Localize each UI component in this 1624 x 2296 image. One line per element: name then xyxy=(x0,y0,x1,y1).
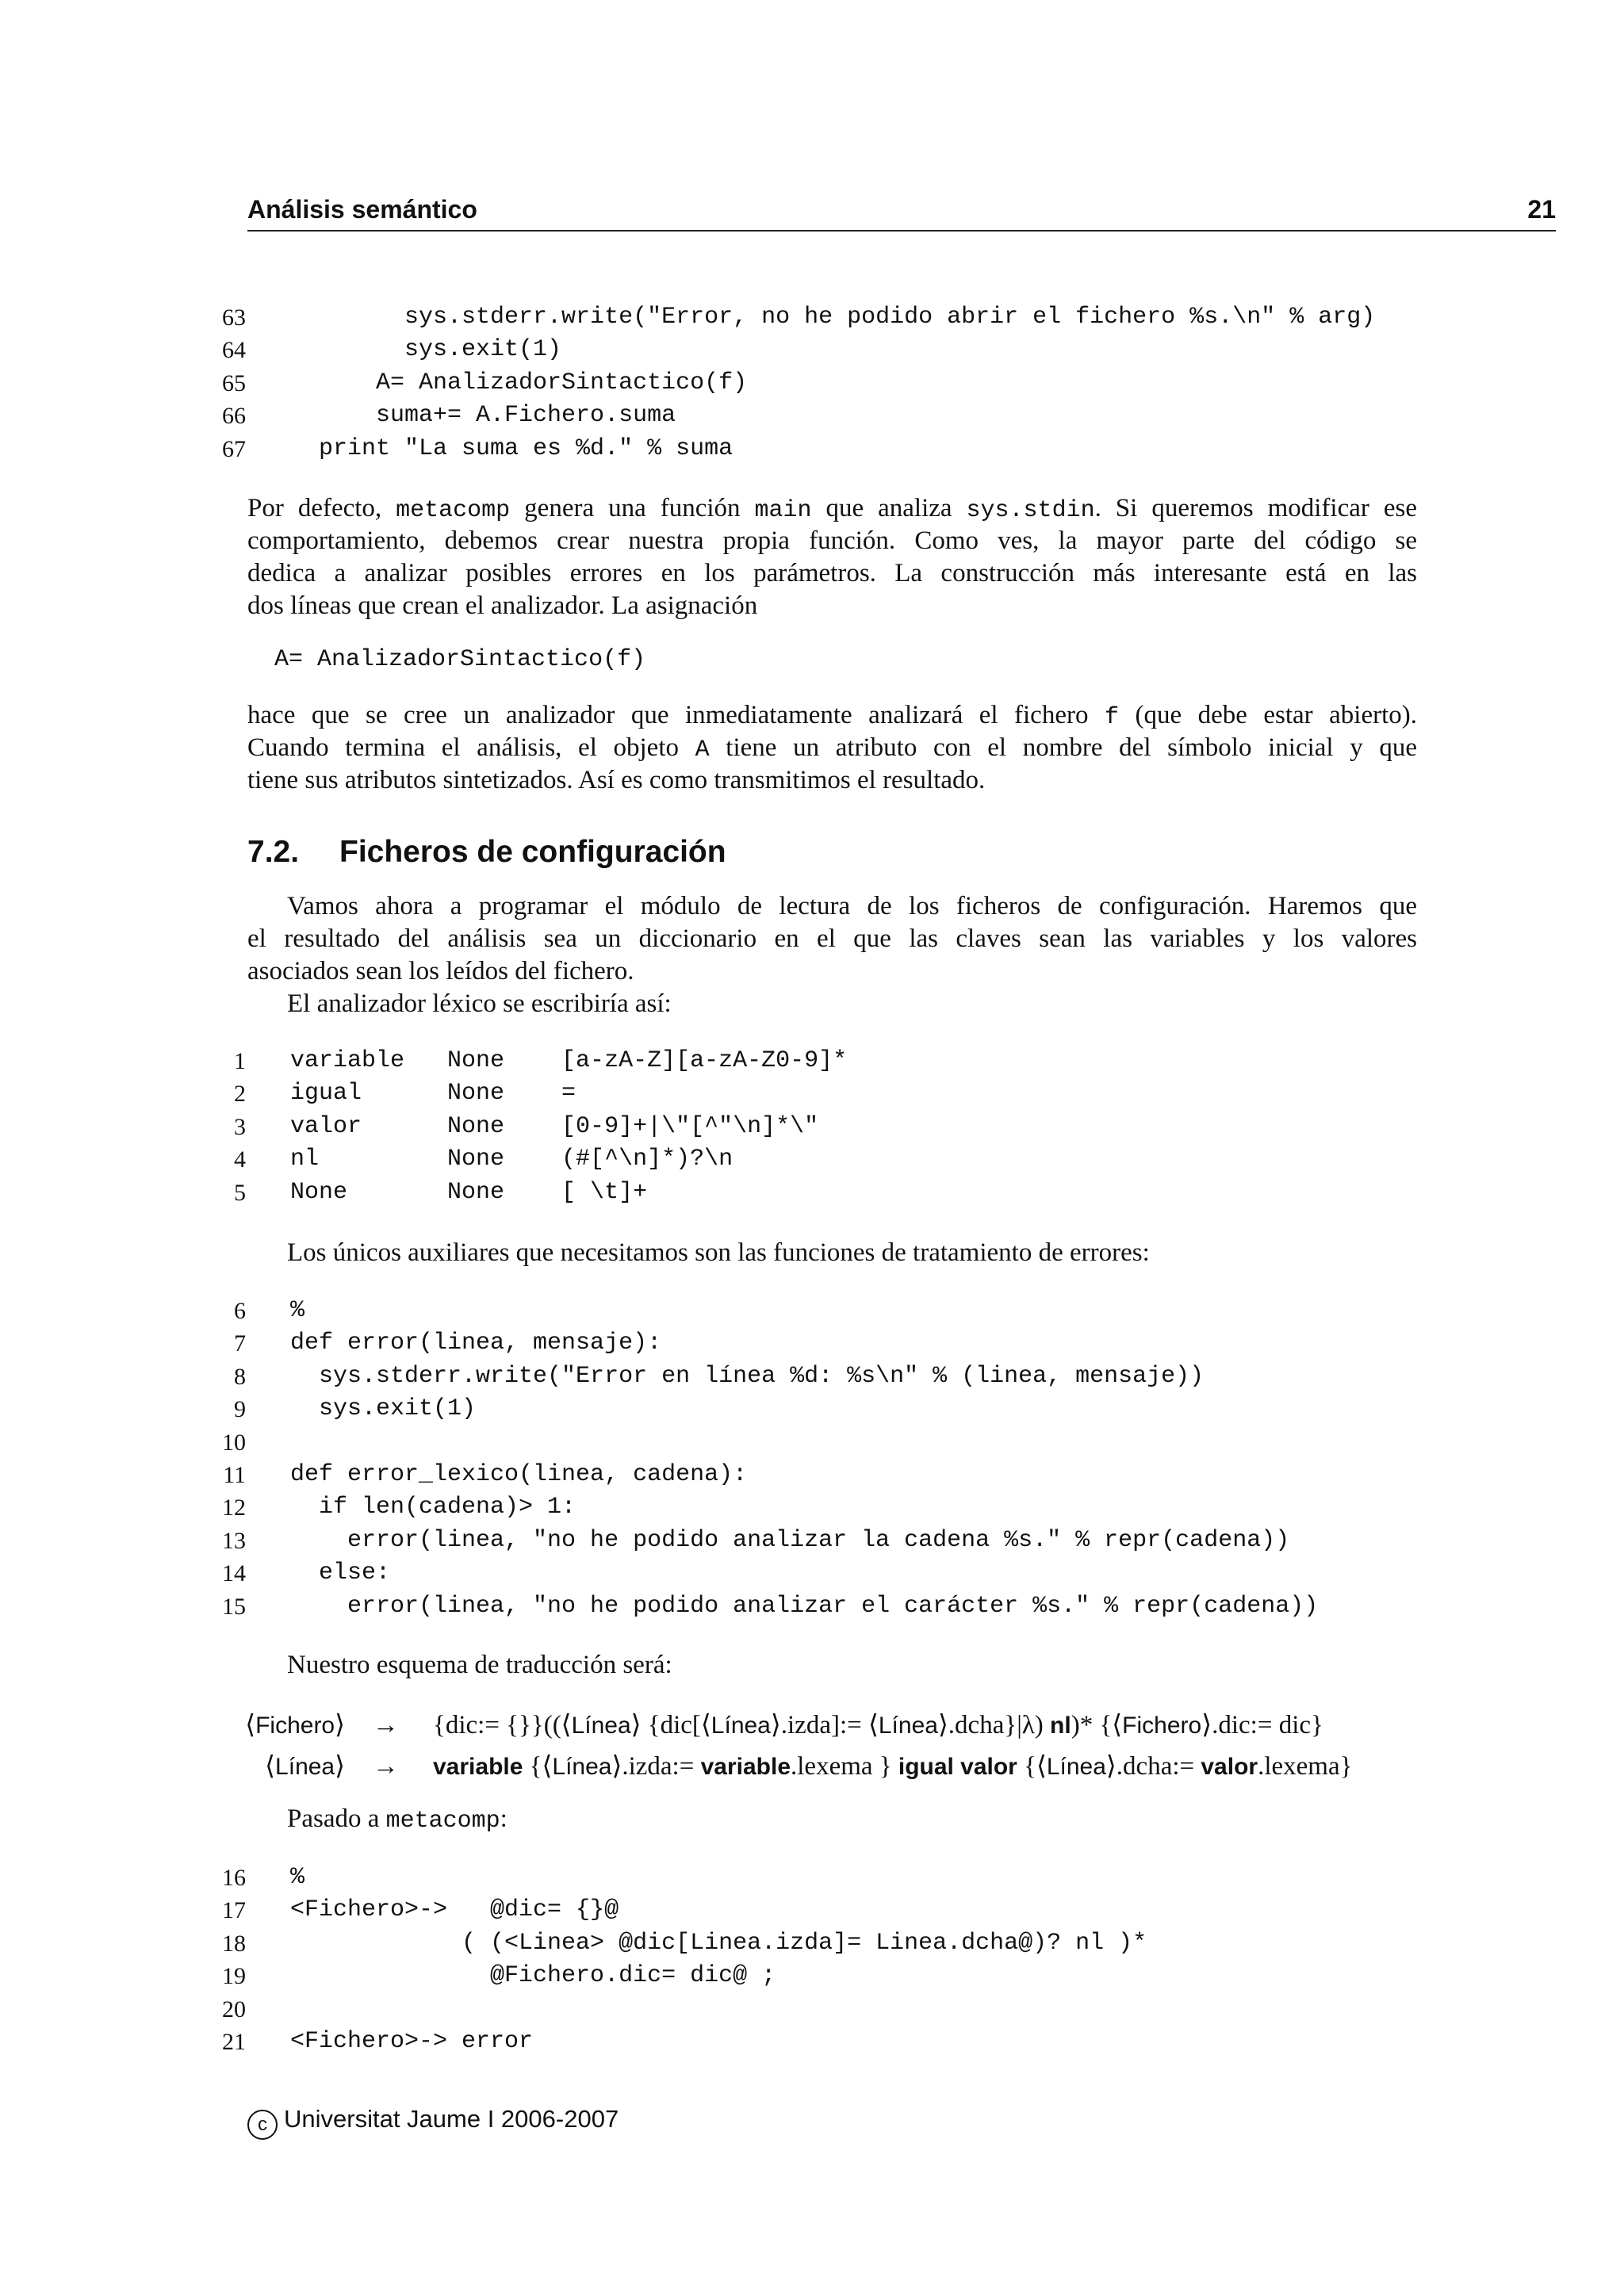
code-line xyxy=(0,1557,1624,1590)
line-number: 20 xyxy=(222,1996,246,2022)
angle-close: ⟩ xyxy=(335,1752,345,1781)
code-line xyxy=(0,1993,1624,2026)
code-line xyxy=(0,1862,1624,1894)
code-text: variable None [a-zA-Z][a-zA-Z0-9]* xyxy=(290,1047,848,1074)
code-text: None None [ \t]+ xyxy=(290,1178,648,1206)
inline-code: main xyxy=(754,497,812,524)
text: (que debe estar abierto). xyxy=(1118,701,1417,729)
code-line xyxy=(0,2026,1624,2058)
code-line xyxy=(0,1590,1624,1623)
code-line xyxy=(0,400,1624,432)
line-number: 18 xyxy=(222,1930,246,1957)
nonterminal: Línea xyxy=(571,1712,631,1739)
text: )* {⟨ xyxy=(1071,1711,1123,1739)
line-number: 8 xyxy=(234,1363,246,1390)
code-line xyxy=(0,433,1624,465)
angle-close: ⟩ xyxy=(335,1711,345,1739)
text: tiene un atributo con el nombre del símbolo inicial y que xyxy=(709,733,1418,762)
code-text: if len(cadena)> 1: xyxy=(290,1494,576,1521)
paragraph-esquema xyxy=(247,1649,1417,1682)
code-block-4 xyxy=(0,1862,1624,2058)
text-line xyxy=(247,1803,1417,1835)
code-line xyxy=(0,1360,1624,1393)
terminal: igual xyxy=(898,1754,954,1780)
code-text: def error(linea, mensaje): xyxy=(290,1330,662,1357)
translation-scheme xyxy=(0,1705,1624,1787)
terminal: nl xyxy=(1050,1712,1071,1739)
code-text: def error_lexico(linea, cadena): xyxy=(290,1460,748,1488)
nonterminal: Fichero xyxy=(1122,1712,1202,1739)
grammar-rule-fichero xyxy=(0,1705,1624,1746)
running-header xyxy=(247,195,1556,232)
footer-text: Universitat Jaume I 2006-2007 xyxy=(284,2105,619,2133)
display-code xyxy=(0,644,1624,676)
code-line xyxy=(0,1960,1624,1992)
text xyxy=(954,1752,960,1781)
nonterminal: Línea xyxy=(275,1754,335,1780)
code-line xyxy=(0,644,1624,676)
angle-open: ⟨ xyxy=(245,1711,256,1739)
code-text: % xyxy=(290,1864,305,1891)
text-line: tiene sus atributos sintetizados. Así es como transmitimos el resultado. xyxy=(247,766,986,794)
code-line xyxy=(0,1459,1624,1491)
text: hace que se cree un analizador que inmediatamente analizará el fichero xyxy=(247,701,1105,729)
line-number: 15 xyxy=(222,1593,246,1620)
nonterminal: Fichero xyxy=(255,1712,335,1739)
line-number: 6 xyxy=(234,1298,246,1324)
line-number: 67 xyxy=(222,435,246,462)
line-number: 14 xyxy=(222,1560,246,1587)
text-line: Nuestro esquema de traducción será: xyxy=(287,1651,672,1679)
code-text: error(linea, "no he podido analizar el carácter %s." % repr(cadena)) xyxy=(290,1592,1319,1620)
code-line xyxy=(0,1393,1624,1425)
page-footer xyxy=(247,2105,619,2140)
inline-code: metacomp xyxy=(396,497,511,524)
code-line xyxy=(0,1111,1624,1143)
paragraph-analizador xyxy=(247,699,1417,797)
nonterminal: Línea xyxy=(710,1712,771,1739)
code-line xyxy=(0,367,1624,400)
line-number: 17 xyxy=(222,1897,246,1924)
line-number: 3 xyxy=(234,1113,246,1140)
copyright-icon: c xyxy=(247,2110,278,2140)
inline-code: A xyxy=(695,737,710,763)
arrow-icon: → xyxy=(373,1711,399,1739)
text: Pasado a xyxy=(287,1804,386,1833)
inline-code: sys.stdin xyxy=(966,497,1095,524)
terminal: variable xyxy=(433,1754,523,1780)
line-number: 12 xyxy=(222,1494,246,1521)
line-number: 21 xyxy=(222,2028,246,2055)
text: ⟩.dcha}|λ) xyxy=(937,1711,1051,1739)
text: {⟨ xyxy=(1017,1752,1047,1781)
section-number: 7.2. xyxy=(247,835,300,869)
code-line xyxy=(0,1491,1624,1524)
section-heading xyxy=(247,835,726,870)
line-number: 1 xyxy=(234,1048,246,1074)
line-number: 7 xyxy=(234,1330,246,1357)
code-text: sys.stderr.write("Error, no he podido abrir el fichero %s.\n" % arg) xyxy=(290,304,1376,331)
paragraph-ficheros xyxy=(247,890,1417,1020)
text-line: el resultado del análisis sea un diccionario en el que las claves sean las variables y los valores xyxy=(247,924,1417,953)
code-text: valor None [0-9]+|\"[^"\n]*\" xyxy=(290,1112,819,1140)
code-text: ( (<Linea> @dic[Linea.izda]= Linea.dcha@)? nl )* xyxy=(290,1929,1147,1957)
line-number: 65 xyxy=(222,369,246,396)
text: genera una función xyxy=(510,494,755,522)
grammar-rule-linea xyxy=(0,1746,1624,1787)
paragraph-auxiliares xyxy=(247,1237,1417,1269)
code-line xyxy=(0,1927,1624,1960)
text-line xyxy=(247,732,1417,764)
code-text: else: xyxy=(290,1559,391,1587)
code-text: sys.stderr.write("Error en línea %d: %s\n" % (linea, mensaje)) xyxy=(290,1362,1205,1390)
code-line xyxy=(0,1426,1624,1459)
text-line: asociados sean los leídos del fichero. xyxy=(247,957,634,985)
line-number: 2 xyxy=(234,1081,246,1108)
rule-lhs xyxy=(245,1705,345,1747)
paragraph-metacomp-main xyxy=(247,492,1417,622)
terminal: valor xyxy=(960,1754,1017,1780)
terminal: variable xyxy=(700,1754,791,1780)
code-text: error(linea, "no he podido analizar la cadena %s." % repr(cadena)) xyxy=(290,1526,1290,1554)
line-number: 66 xyxy=(222,403,246,430)
text-line xyxy=(247,492,1417,525)
code-text: A= AnalizadorSintactico(f) xyxy=(290,369,748,396)
code-line xyxy=(0,1077,1624,1110)
text: ⟩.dic:= dic} xyxy=(1201,1711,1323,1739)
text: ⟩.izda]:= ⟨ xyxy=(770,1711,879,1739)
text-line xyxy=(247,699,1417,732)
line-number: 16 xyxy=(222,1865,246,1891)
code-line xyxy=(0,1894,1624,1927)
code-text: <Fichero>-> error xyxy=(290,2027,534,2055)
text: Cuando termina el análisis, el objeto xyxy=(247,733,695,762)
inline-code: metacomp xyxy=(385,1808,500,1835)
line-number: 64 xyxy=(222,337,246,364)
text: .lexema} xyxy=(1258,1752,1353,1781)
line-number: 63 xyxy=(222,304,246,331)
code-line xyxy=(0,1525,1624,1557)
inline-code: f xyxy=(1104,704,1119,731)
angle-open: ⟨ xyxy=(265,1752,276,1781)
code-line xyxy=(0,334,1624,366)
line-number: 5 xyxy=(234,1179,246,1206)
line-number: 4 xyxy=(234,1146,246,1173)
line-number: 10 xyxy=(222,1429,246,1456)
nonterminal: Línea xyxy=(878,1712,938,1739)
rule-lhs xyxy=(265,1746,345,1788)
header-title: Análisis semántico xyxy=(247,195,477,224)
page-number: 21 xyxy=(1527,195,1556,224)
line-number: 9 xyxy=(234,1396,246,1423)
text-line: comportamiento, debemos crear nuestra propia función. Como ves, la mayor parte del código se xyxy=(247,526,1417,555)
rule-rhs xyxy=(433,1705,1323,1747)
rule-rhs xyxy=(433,1746,1352,1788)
text: ⟩.izda:= xyxy=(611,1752,701,1781)
text: .lexema } xyxy=(791,1752,898,1781)
nonterminal: Línea xyxy=(552,1754,612,1780)
line-number: 19 xyxy=(222,1963,246,1990)
nonterminal: Línea xyxy=(1046,1754,1106,1780)
text: {⟨ xyxy=(523,1752,553,1781)
code-text: sys.exit(1) xyxy=(290,336,562,364)
text-line: El analizador léxico se escribiría así: xyxy=(287,989,672,1018)
text: Por defecto, xyxy=(247,494,396,522)
text-line: Vamos ahora a programar el módulo de lectura de los ficheros de configuración. Haremos que xyxy=(287,892,1417,920)
text: {dic:= {}}((⟨ xyxy=(433,1711,572,1739)
code-line xyxy=(0,301,1624,334)
text: que analiza xyxy=(811,494,967,522)
code-line xyxy=(0,1177,1624,1209)
code-text: % xyxy=(290,1297,305,1324)
text: ⟩ {dic[⟨ xyxy=(630,1711,711,1739)
code-text: igual None = xyxy=(290,1080,576,1108)
code-line xyxy=(0,1045,1624,1077)
text-line: dos líneas que crean el analizador. La asignación xyxy=(247,591,758,620)
arrow-icon: → xyxy=(373,1752,399,1781)
line-number: 13 xyxy=(222,1527,246,1554)
text: ⟩.dcha:= xyxy=(1105,1752,1201,1781)
code-text: nl None (#[^\n]*)?\n xyxy=(290,1146,733,1173)
code-text: sys.exit(1) xyxy=(290,1395,477,1423)
code-text: A= AnalizadorSintactico(f) xyxy=(274,646,646,673)
paragraph-pasado xyxy=(247,1803,1417,1835)
text-line: Los únicos auxiliares que necesitamos son las funciones de tratamiento de errores: xyxy=(287,1238,1150,1267)
code-text: @Fichero.dic= dic@ ; xyxy=(290,1962,776,1990)
code-block-2 xyxy=(0,1045,1624,1209)
code-block-1 xyxy=(0,301,1624,465)
text-line: dedica a analizar posibles errores en los parámetros. La construcción más interesante está en las xyxy=(247,559,1417,587)
code-block-3 xyxy=(0,1295,1624,1623)
code-line xyxy=(0,1295,1624,1327)
code-line xyxy=(0,1327,1624,1360)
code-text: <Fichero>-> @dic= {}@ xyxy=(290,1896,619,1924)
code-text: suma+= A.Fichero.suma xyxy=(290,402,676,430)
text: . Si queremos modificar ese xyxy=(1094,494,1417,522)
terminal: valor xyxy=(1201,1754,1258,1780)
section-title: Ficheros de configuración xyxy=(339,835,726,869)
line-number: 11 xyxy=(223,1461,246,1488)
code-text: print "La suma es %d." % suma xyxy=(290,434,733,462)
code-line xyxy=(0,1143,1624,1176)
text: : xyxy=(500,1804,508,1833)
